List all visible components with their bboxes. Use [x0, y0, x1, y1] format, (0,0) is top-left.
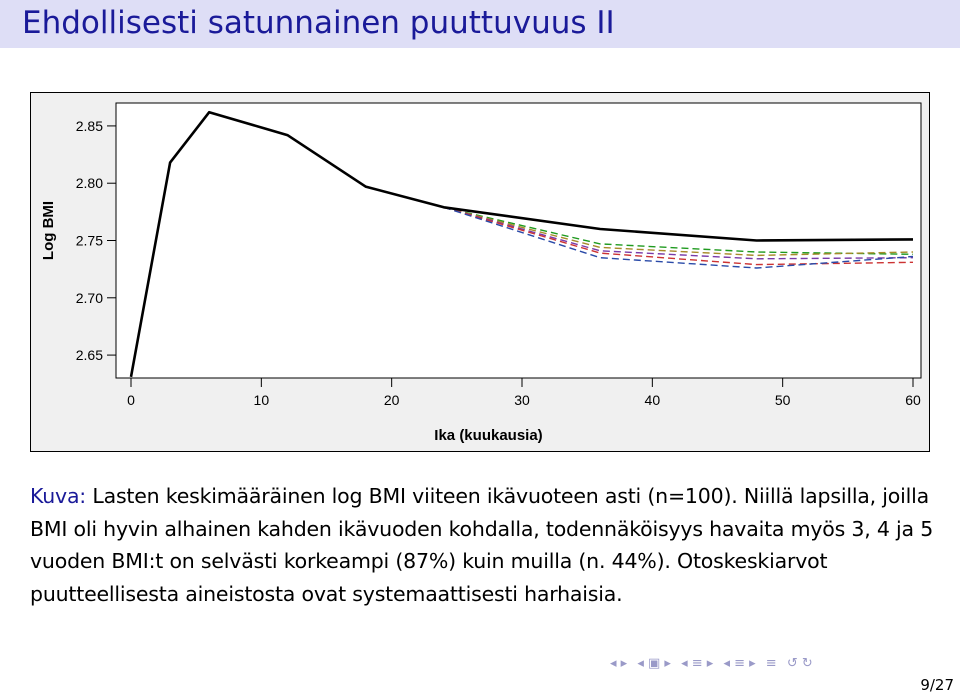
x-tick-label: 30	[514, 392, 530, 408]
nav-subsection-arrows[interactable]: ◂ ▣ ▸	[637, 656, 671, 671]
x-tick-label: 0	[127, 392, 135, 408]
nav-section-arrows[interactable]: ◂ ≡ ▸	[681, 656, 714, 671]
x-tick-label: 20	[383, 392, 400, 408]
figure-caption	[30, 480, 935, 610]
nav-search-icon[interactable]: ↺ ↻	[786, 656, 813, 671]
nav-frame-arrows[interactable]: ◂ ▸	[610, 656, 628, 671]
y-tick-label: 2.70	[75, 289, 103, 306]
x-tick-label: 50	[774, 392, 791, 408]
slide-title-bar	[0, 0, 960, 48]
bmi-line-chart	[31, 93, 931, 453]
y-tick-label: 2.85	[75, 117, 103, 134]
x-tick-label: 60	[905, 392, 921, 408]
y-axis-label: Log BMI	[40, 200, 57, 261]
x-axis-label: Ika (kuukausia)	[434, 427, 543, 444]
beamer-navigation	[610, 656, 870, 680]
nav-outline-icon[interactable]: ≡	[765, 656, 777, 671]
page-total: /27	[929, 676, 954, 694]
page-number	[920, 676, 954, 694]
y-tick-label: 2.75	[75, 232, 103, 249]
x-tick-label: 40	[644, 392, 661, 408]
caption-label: Kuva:	[30, 484, 87, 508]
page-current: 9	[920, 676, 930, 694]
y-tick-label: 2.80	[75, 175, 103, 192]
slide-title: Ehdollisesti satunnainen puuttuvuus II	[22, 5, 615, 41]
caption-text: Lasten keskimääräinen log BMI viiteen ikävuoteen asti (n=100). Niillä lapsilla, joilla BMI oli hyvin alhainen kahden ikävuoden kohdalla, todennäköisyys havaita myös 3, 4 ja 5 vuoden BMI:t on selvästi korkeampi (87%) kuin muilla (n. 44%). Otoskeskiarvot puutteellisesta aineistosta ovat systemaattisesti harhaisia.	[30, 484, 934, 606]
y-tick-label: 2.65	[75, 347, 103, 364]
x-tick-label: 10	[253, 392, 270, 408]
nav-presentation-arrows[interactable]: ◂ ≡ ▸	[723, 656, 756, 671]
figure-frame	[30, 92, 930, 452]
